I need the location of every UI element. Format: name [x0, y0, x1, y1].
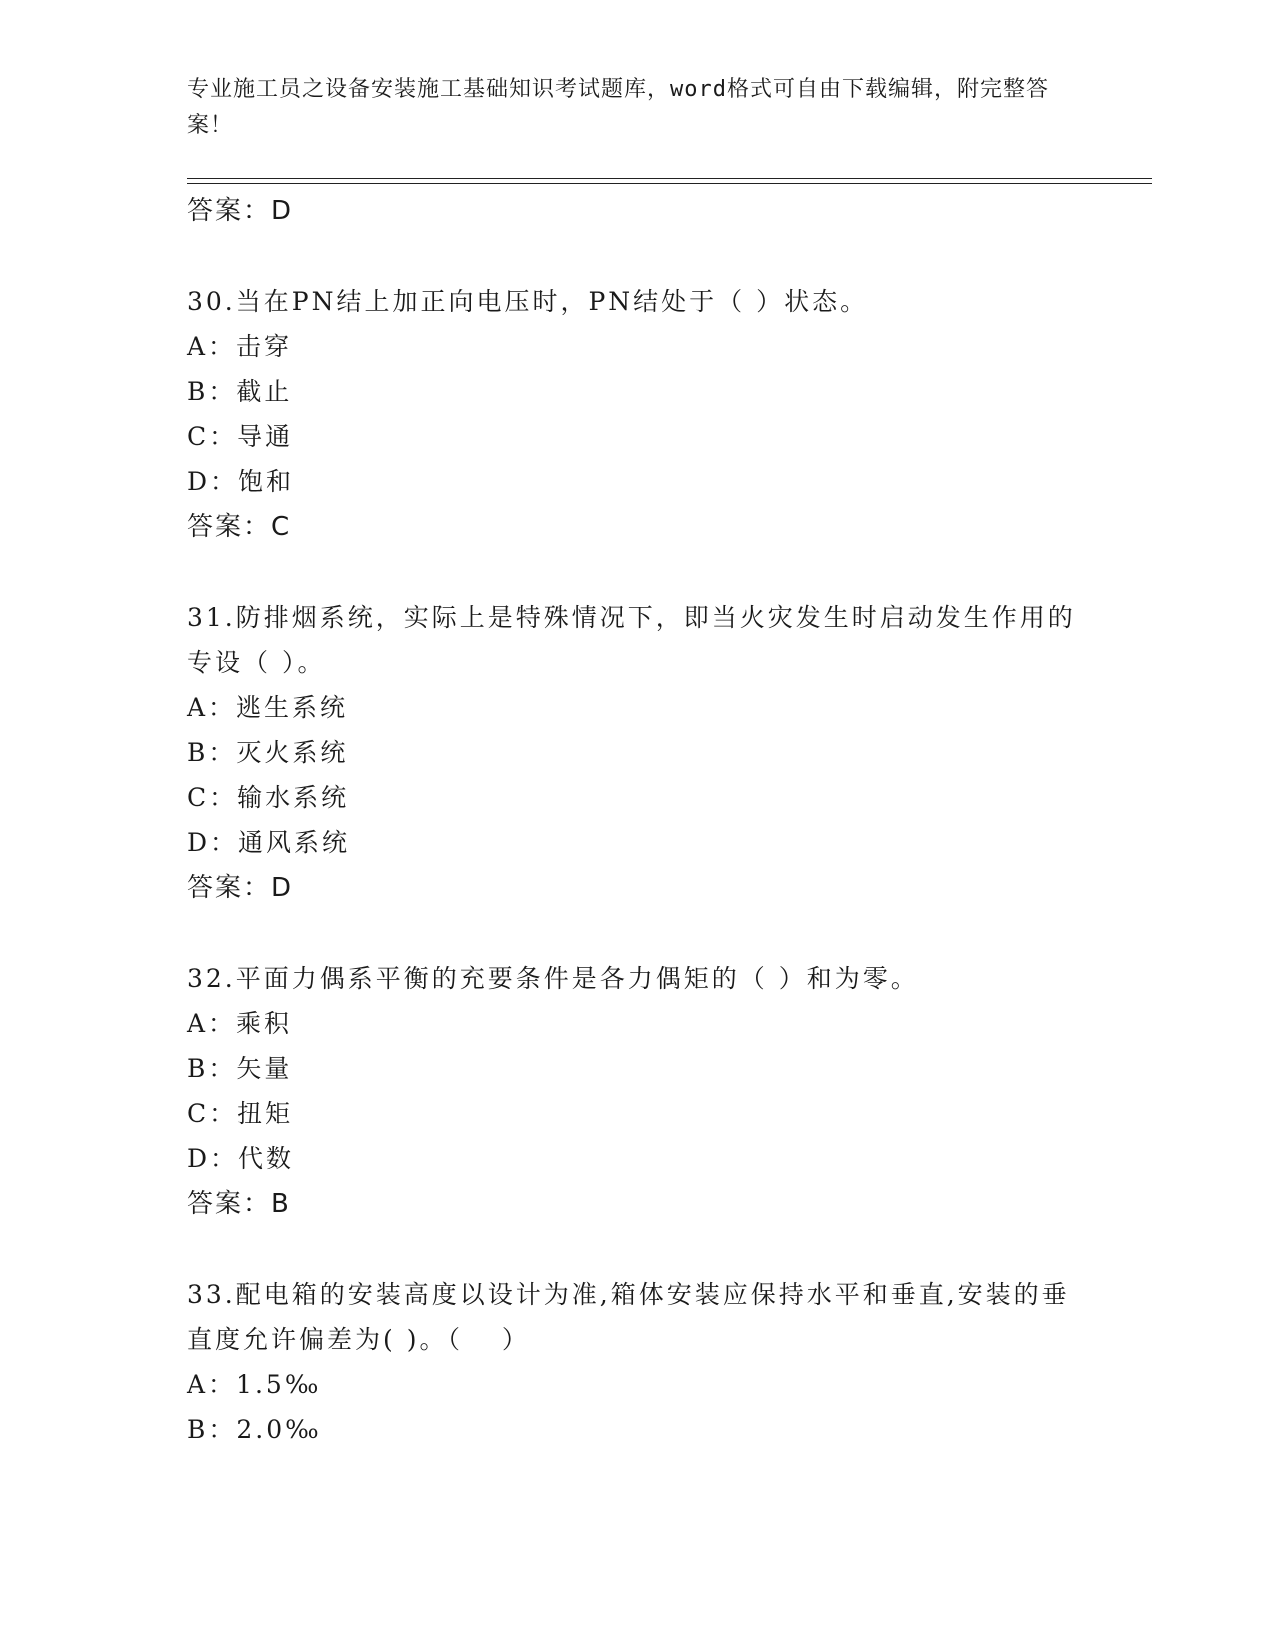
- option-a: A：逃生系统: [187, 693, 349, 722]
- option-b: B：灭火系统: [187, 738, 349, 767]
- question-30: [187, 279, 1087, 550]
- option-b: B：2.0‰: [187, 1415, 322, 1444]
- option-a: A：乘积: [187, 1009, 293, 1038]
- document-header: 专业施工员之设备安装施工基础知识考试题库，word格式可自由下载编辑，附完整答案！: [187, 77, 1049, 138]
- question-text: 33.配电箱的安装高度以设计为准,箱体安装应保持水平和垂直,安装的垂直度允许偏差为( )。（ ）: [187, 1280, 1070, 1354]
- answer-line: 答案：B: [187, 1189, 291, 1219]
- header-rule-top: [187, 178, 1152, 179]
- question-33: [187, 1272, 1087, 1452]
- answer-line: 答案：D: [187, 873, 294, 903]
- question-text: 32.平面力偶系平衡的充要条件是各力偶矩的（ ）和为零。: [187, 964, 919, 993]
- option-d: D：代数: [187, 1144, 295, 1173]
- option-b: B：矢量: [187, 1054, 293, 1083]
- answer-line: 答案：C: [187, 512, 292, 542]
- question-31: [187, 595, 1087, 911]
- question-text: 31.防排烟系统，实际上是特殊情况下，即当火灾发生时启动发生作用的专设（ ）。: [187, 603, 1076, 677]
- question-text: 30.当在PN结上加正向电压时，PN结处于（ ）状态。: [187, 287, 869, 316]
- option-c: C：导通: [187, 422, 294, 451]
- document-body: [187, 188, 1087, 1452]
- question-32: [187, 956, 1087, 1227]
- option-c: C：扭矩: [187, 1099, 294, 1128]
- option-c: C：输水系统: [187, 783, 350, 812]
- answer-line: 答案：D: [187, 196, 294, 226]
- option-d: D：饱和: [187, 467, 295, 496]
- option-a: A：击穿: [187, 332, 293, 361]
- option-d: D：通风系统: [187, 828, 351, 857]
- option-a: A：1.5‰: [187, 1370, 322, 1399]
- header-rule-bottom: [187, 183, 1152, 184]
- option-b: B：截止: [187, 377, 293, 406]
